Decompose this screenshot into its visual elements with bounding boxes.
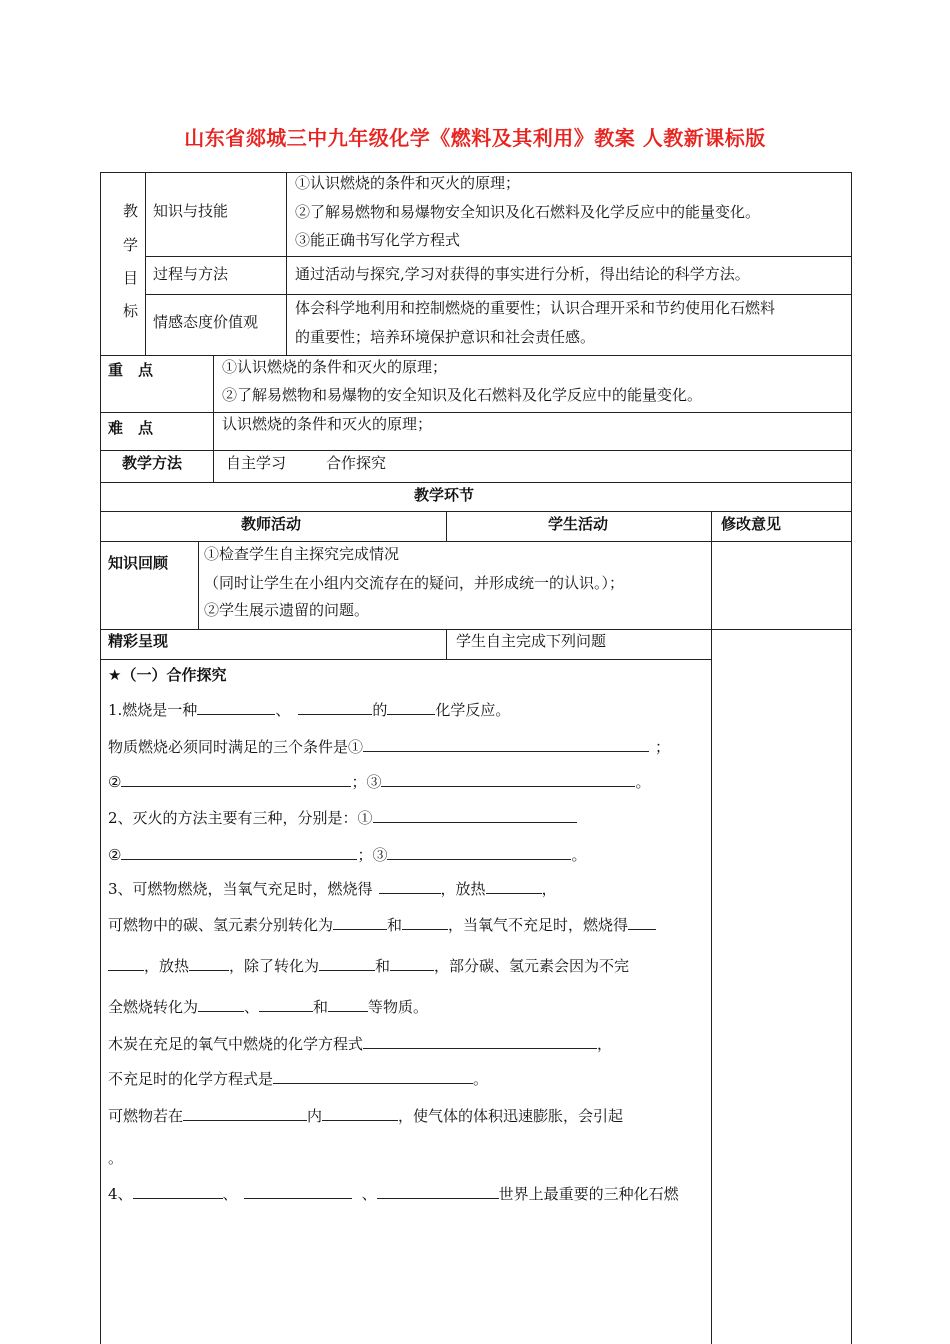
period: 。 — [635, 773, 651, 791]
q3-text: 不充足时的化学方程式是 — [108, 1070, 274, 1088]
question-3g-line — [108, 1106, 623, 1126]
question-3e-line — [108, 1034, 612, 1054]
column-header-revision: 修改意见 — [721, 515, 782, 533]
q3-text: ， — [541, 880, 557, 898]
objectives-label-char: 标 — [123, 302, 139, 320]
blank[interactable] — [244, 1184, 352, 1199]
key-points-label: 重 点 — [108, 361, 154, 379]
question-3c-line — [108, 956, 629, 976]
q3-text: 全燃烧转化为 — [108, 998, 199, 1016]
blank[interactable] — [183, 1106, 307, 1121]
blank[interactable] — [259, 997, 313, 1012]
period: 。 — [473, 1070, 489, 1088]
q3-text: 可燃物中的碳、氢元素分别转化为 — [108, 916, 334, 934]
question-3h-line: 。 — [108, 1149, 124, 1167]
q3-text: 3、可燃物燃烧，当氧气充足时，燃烧得 — [108, 880, 373, 898]
q1-text: 1.燃烧是一种 — [108, 701, 198, 719]
process-text: 通过活动与探究,学习对获得的事实进行分析，得出结论的科学方法。 — [295, 265, 750, 283]
blank[interactable] — [486, 879, 542, 894]
method-value: 合作探究 — [326, 454, 387, 472]
blank[interactable] — [402, 915, 448, 930]
blank[interactable] — [108, 956, 144, 971]
question-1b-line — [108, 737, 670, 757]
circle-2: ② — [108, 846, 122, 864]
blank[interactable] — [322, 1106, 398, 1121]
q3-text: 内 — [307, 1107, 323, 1125]
page-title: 山东省郯城三中九年级化学《燃料及其利用》教案 人教新课标版 — [184, 126, 766, 150]
q3-text: 等物质。 — [368, 998, 429, 1016]
objectives-label-char: 目 — [123, 269, 139, 287]
q1-end: 化学反应。 — [435, 701, 511, 719]
blank[interactable] — [373, 808, 577, 823]
column-header-teacher: 教师活动 — [241, 515, 302, 533]
blank[interactable] — [379, 879, 441, 894]
blank[interactable] — [381, 772, 635, 787]
knowledge-line: ①认识燃烧的条件和灭火的原理； — [295, 174, 521, 192]
knowledge-line: ②了解易燃物和易爆物安全知识及化石燃料及化学反应中的能量变化。 — [295, 203, 761, 221]
question-3f-line — [108, 1069, 488, 1089]
blank[interactable] — [387, 845, 571, 860]
blank[interactable] — [121, 845, 357, 860]
circle-2: ② — [108, 773, 122, 791]
q3-he: 和 — [387, 916, 403, 934]
blank[interactable] — [298, 700, 372, 715]
highlight-student: 学生自主完成下列问题 — [456, 632, 607, 650]
q3-text: ，当氧气不充足时，燃烧得 — [448, 916, 629, 934]
emotion-line: 体会科学地利用和控制燃烧的重要性；认识合理开采和节约使用化石燃料 — [295, 299, 776, 317]
section-header: 教学环节 — [414, 486, 475, 504]
q3-he: 和 — [313, 998, 329, 1016]
column-header-student: 学生活动 — [548, 515, 609, 533]
q3-sep: 、 — [244, 998, 260, 1016]
emotion-label: 情感态度价值观 — [153, 313, 259, 331]
blank[interactable] — [333, 915, 387, 930]
q4-text: 世界上最重要的三种化石燃 — [498, 1185, 679, 1203]
q1b-text: 物质燃烧必须同时满足的三个条件是① — [108, 738, 364, 756]
blank[interactable] — [133, 1184, 223, 1199]
question-2b-line — [108, 845, 586, 865]
q4-sep: 、 — [361, 1185, 377, 1203]
semi-circle-3: ；③ — [351, 773, 382, 791]
q3-text: 木炭在充足的氧气中燃烧的化学方程式 — [108, 1035, 364, 1053]
blank[interactable] — [363, 737, 649, 752]
knowledge-label: 知识与技能 — [153, 202, 229, 220]
question-2-line — [108, 808, 577, 828]
blank[interactable] — [121, 772, 351, 787]
semicolon: ； — [655, 738, 671, 756]
highlight-label: 精彩呈现 — [108, 632, 169, 650]
q3-text: ，部分碳、氢元素会因为不完 — [434, 957, 630, 975]
method-label: 教学方法 — [122, 454, 183, 472]
q1-de: 的 — [372, 701, 388, 719]
method-value: 自主学习 — [226, 454, 287, 472]
review-label: 知识回顾 — [108, 554, 169, 572]
q3-text: ，放热 — [144, 957, 190, 975]
blank[interactable] — [189, 956, 229, 971]
emotion-line: 的重要性；培养环境保护意识和社会责任感。 — [295, 328, 596, 346]
review-line: ①检查学生自主探究完成情况 — [204, 545, 400, 563]
review-line: （同时让学生在小组内交流存在的疑问，并形成统一的认识。）； — [204, 574, 625, 592]
q1-sep: 、 — [275, 701, 291, 719]
q3-text: ，使气体的体积迅速膨胀，会引起 — [398, 1107, 624, 1125]
objectives-label-char: 教 — [123, 202, 139, 220]
blank[interactable] — [377, 1184, 499, 1199]
question-1c-line — [108, 772, 650, 792]
question-3b-line — [108, 915, 656, 935]
semi-circle-3: ；③ — [357, 846, 388, 864]
blank[interactable] — [198, 997, 244, 1012]
process-label: 过程与方法 — [153, 265, 229, 283]
q3-text: ，除了转化为 — [229, 957, 320, 975]
blank[interactable] — [390, 956, 434, 971]
q4-sep: 、 — [222, 1185, 238, 1203]
difficulty-text: 认识燃烧的条件和灭火的原理； — [222, 415, 433, 433]
q3-text: ，放热 — [440, 880, 486, 898]
key-point-line: ①认识燃烧的条件和灭火的原理； — [222, 358, 448, 376]
blank[interactable] — [328, 997, 368, 1012]
review-line: ②学生展示遗留的问题。 — [204, 601, 370, 619]
question-1-line — [108, 700, 510, 720]
q3-he: 和 — [375, 957, 391, 975]
period: 。 — [571, 846, 587, 864]
difficulty-label: 难 点 — [108, 419, 154, 437]
knowledge-line: ③能正确书写化学方程式 — [295, 231, 461, 249]
key-point-line: ②了解易燃物和易爆物的安全知识及化石燃料及化学反应中的能量变化。 — [222, 386, 703, 404]
blank[interactable] — [363, 1034, 597, 1049]
blank[interactable] — [387, 700, 435, 715]
question-3-line — [108, 879, 557, 899]
objectives-label-char: 学 — [123, 236, 139, 254]
comma: ， — [597, 1035, 613, 1053]
question-4-line — [108, 1184, 679, 1204]
blank[interactable] — [628, 915, 656, 930]
blank[interactable] — [197, 700, 275, 715]
blank[interactable] — [319, 956, 375, 971]
coop-heading: ★（一）合作探究 — [108, 666, 227, 684]
q4-text: 4、 — [108, 1185, 133, 1203]
question-3d-line — [108, 997, 428, 1017]
blank[interactable] — [273, 1069, 473, 1084]
q3-text: 可燃物若在 — [108, 1107, 184, 1125]
q2-text: 2、灭火的方法主要有三种，分别是：① — [108, 809, 373, 827]
